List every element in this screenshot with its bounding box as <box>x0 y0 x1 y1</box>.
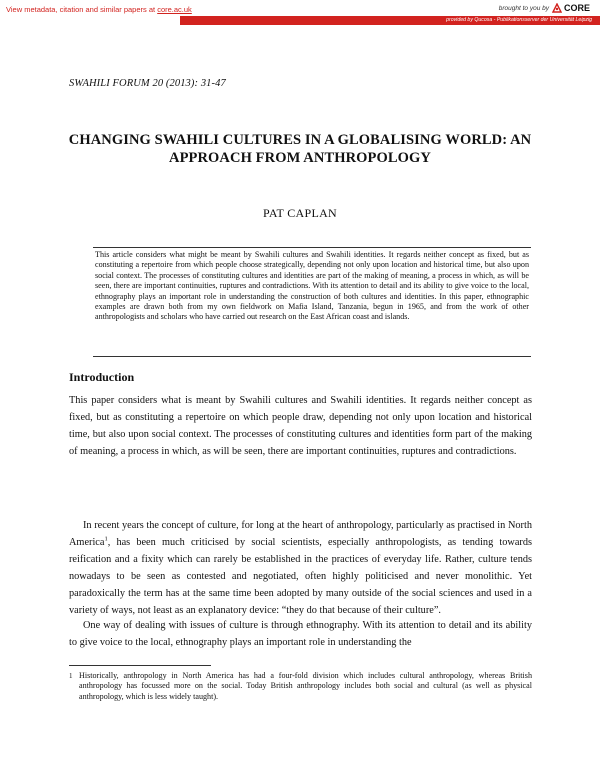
paragraph-2-text-start: In recent years the concept of culture, for long at the heart of anthropology, particularly as practised in North America <box>69 520 532 548</box>
section-heading-introduction: Introduction <box>69 370 135 384</box>
paper-title: CHANGING SWAHILI CULTURES IN A GLOBALISING WORLD: AN APPROACH FROM ANTHROPOLOGY <box>68 132 532 166</box>
provided-by-text: provided by Qucosa - Publikationsserver der Universität Leipzig <box>446 17 592 23</box>
abstract <box>93 247 531 357</box>
core-logo[interactable] <box>552 3 590 13</box>
footnote-reference[interactable]: 1 <box>104 535 108 543</box>
abstract-text: This article considers what might be meant by Swahili cultures and Swahili identities. It regards neither concept as fixed, but as constituting a repertoire from which people choose strategically, depending not only upon location and historical time, but also upon social context. The processes of constituting cultures and identities are part of the making of meaning, a process in which, as will be seen, there are important continuities, ruptures and contradictions. With its attention to detail and its ability to give voice to the local, ethnography plays an important role in understanding the construction of both cultures and identities. In this paper, ethnographic examples are drawn both from my own fieldwork on Mafia Island, Tanzania, begun in 1965, and from the work of other anthropologists and scholars who have carried out research on the East African coast and islands. <box>95 250 529 322</box>
core-link-prefix: View metadata, citation and similar papers at <box>6 5 158 14</box>
footnote-mark: 1 <box>69 672 73 680</box>
paragraph-2-text-end: , has been much criticised by social scientists, especially anthropologists, as tending towards reification and a fixity which can rarely be established in the practices of everyday life. Rather, culture tends nowadays to be seen as contested and negotiated, often highly politicised and never monolithic. Yet paradoxically the term has at the same time been adopted by many outside of the social sciences and used in a variety of ways, not least as an explanatory device: “they do that because of their culture”. <box>69 537 532 616</box>
core-banner <box>0 0 600 28</box>
provided-by-strip <box>180 16 600 25</box>
author-name: PAT CAPLAN <box>262 206 338 220</box>
footnote-text: Historically, anthropology in North America has had a four-fold division which includes cultural anthropology, whereas British anthropology has focussed more on the social. Today British anthropology includes both social and cultural (as well as physical anthropology, which is less widely taught). <box>79 671 532 701</box>
footnote-divider <box>69 665 211 666</box>
body-paragraph-2 <box>69 517 532 619</box>
journal-reference: SWAHILI FORUM 20 (2013): 31-47 <box>69 78 226 89</box>
body-paragraph-3: One way of dealing with issues of culture is through ethnography. With its attention to detail and its ability to give voice to the local, ethnography plays an important role in understanding the <box>69 620 532 648</box>
core-link-anchor[interactable]: core.ac.uk <box>157 5 192 14</box>
core-metadata-link[interactable] <box>6 5 192 14</box>
core-logo-icon <box>552 3 562 13</box>
brought-by-label: brought to you by <box>498 4 549 12</box>
body-paragraph-1: This paper considers what is meant by Swahili cultures and Swahili identities. It regards neither concept as fixed, but as constituting a repertoire on which people draw, depending not only upon location and historical time, but also upon social context. The processes of constituting cultures and identities form part of the making of meaning, a process in which, as will be seen, there are important continuities, ruptures and contradictions. <box>69 395 532 457</box>
core-logo-text: CORE <box>563 3 590 13</box>
brought-to-you-by[interactable] <box>499 3 590 13</box>
footnote <box>69 671 532 702</box>
